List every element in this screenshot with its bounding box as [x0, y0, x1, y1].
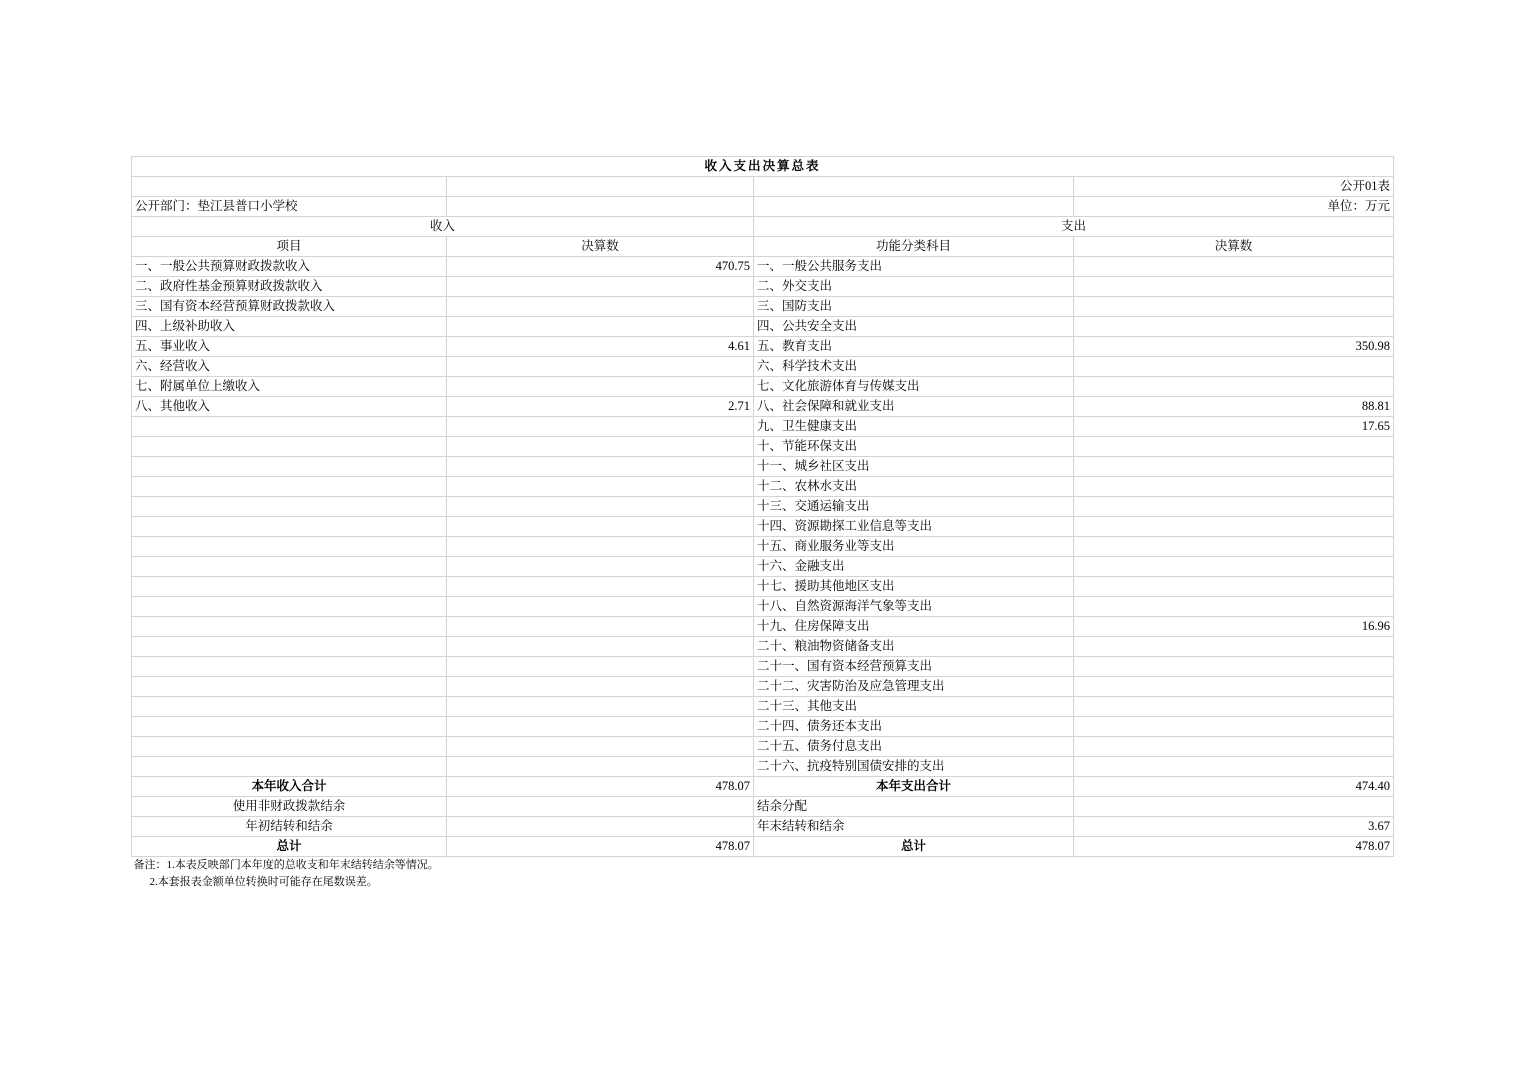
summary-expense-amount: 478.07 — [1074, 837, 1394, 857]
expense-amount-cell: 88.81 — [1074, 397, 1394, 417]
summary-income-amount — [447, 817, 754, 837]
expense-amount-cell — [1074, 257, 1394, 277]
income-amount-cell — [447, 377, 754, 397]
expense-item-cell: 十九、住房保障支出 — [754, 617, 1074, 637]
expense-amount-cell — [1074, 477, 1394, 497]
expense-item-cell: 十、节能环保支出 — [754, 437, 1074, 457]
income-amount-cell: 4.61 — [447, 337, 754, 357]
summary-row — [132, 797, 1394, 817]
summary-expense-amount: 474.40 — [1074, 777, 1394, 797]
table-row — [132, 637, 1394, 657]
income-amount-cell — [447, 277, 754, 297]
income-item-cell — [132, 637, 447, 657]
spacer-cell-a — [132, 177, 447, 197]
income-item-cell — [132, 417, 447, 437]
expense-amount-cell: 17.65 — [1074, 417, 1394, 437]
unit-label: 单位：万元 — [1074, 197, 1394, 217]
income-item-cell: 二、政府性基金预算财政拨款收入 — [132, 277, 447, 297]
table-row — [132, 757, 1394, 777]
expense-item-cell: 十二、农林水支出 — [754, 477, 1074, 497]
expense-amount-cell — [1074, 677, 1394, 697]
expense-amount-cell — [1074, 717, 1394, 737]
expense-item-cell: 二、外交支出 — [754, 277, 1074, 297]
department-label: 公开部门：垫江县普口小学校 — [132, 197, 447, 217]
expense-item-cell: 七、文化旅游体育与传媒支出 — [754, 377, 1074, 397]
income-item-cell: 六、经营收入 — [132, 357, 447, 377]
expense-amount-cell — [1074, 757, 1394, 777]
income-amount-cell — [447, 757, 754, 777]
income-item-cell — [132, 537, 447, 557]
table-row — [132, 497, 1394, 517]
table-row — [132, 717, 1394, 737]
expense-amount-cell — [1074, 377, 1394, 397]
income-item-cell — [132, 477, 447, 497]
table-body — [132, 257, 1394, 777]
expense-amount-cell — [1074, 437, 1394, 457]
table-row — [132, 397, 1394, 417]
income-item-cell — [132, 597, 447, 617]
table-row — [132, 437, 1394, 457]
summary-expense-label: 年末结转和结余 — [754, 817, 1074, 837]
meta-spacer-b — [447, 197, 754, 217]
expense-amount-cell: 350.98 — [1074, 337, 1394, 357]
expense-item-cell: 二十三、其他支出 — [754, 697, 1074, 717]
expense-item-cell: 二十五、债务付息支出 — [754, 737, 1074, 757]
page-title: 收入支出决算总表 — [132, 157, 1394, 177]
expense-item-cell: 六、科学技术支出 — [754, 357, 1074, 377]
header-income-item: 项目 — [132, 237, 447, 257]
income-amount-cell — [447, 657, 754, 677]
table-row — [132, 537, 1394, 557]
table-row — [132, 737, 1394, 757]
note-row — [132, 857, 1394, 875]
form-code: 公开01表 — [1074, 177, 1394, 197]
income-item-cell — [132, 657, 447, 677]
income-item-cell — [132, 457, 447, 477]
expense-amount-cell — [1074, 297, 1394, 317]
summary-income-label: 年初结转和结余 — [132, 817, 447, 837]
summary-row — [132, 817, 1394, 837]
income-amount-cell — [447, 437, 754, 457]
income-amount-cell — [447, 577, 754, 597]
expense-item-cell: 二十、粮油物资储备支出 — [754, 637, 1074, 657]
expense-item-cell: 一、一般公共服务支出 — [754, 257, 1074, 277]
table-row — [132, 257, 1394, 277]
table-row — [132, 577, 1394, 597]
note-text: 备注：1.本表反映部门本年度的总收支和年末结转结余等情况。 — [133, 859, 439, 872]
summary-income-label: 使用非财政拨款结余 — [132, 797, 447, 817]
header-expense-item: 功能分类科目 — [754, 237, 1074, 257]
note-row — [132, 874, 1394, 891]
section-row — [132, 217, 1394, 237]
income-item-cell — [132, 617, 447, 637]
expense-amount-cell — [1074, 517, 1394, 537]
expense-amount-cell — [1074, 557, 1394, 577]
summary-row — [132, 837, 1394, 857]
income-amount-cell — [447, 517, 754, 537]
table-row — [132, 677, 1394, 697]
summary-income-amount: 478.07 — [447, 777, 754, 797]
expense-item-cell: 十一、城乡社区支出 — [754, 457, 1074, 477]
summary-income-label: 总计 — [132, 837, 447, 857]
income-amount-cell — [447, 677, 754, 697]
expense-amount-cell — [1074, 357, 1394, 377]
meta-row — [132, 197, 1394, 217]
summary-income-label: 本年收入合计 — [132, 777, 447, 797]
expense-item-cell: 十六、金融支出 — [754, 557, 1074, 577]
expense-item-cell: 五、教育支出 — [754, 337, 1074, 357]
expense-amount-cell — [1074, 737, 1394, 757]
table-row — [132, 517, 1394, 537]
summary-expense-label: 本年支出合计 — [754, 777, 1074, 797]
table-row — [132, 377, 1394, 397]
expense-amount-cell — [1074, 597, 1394, 617]
table-row — [132, 617, 1394, 637]
spacer-cell-b — [447, 177, 754, 197]
income-item-cell: 三、国有资本经营预算财政拨款收入 — [132, 297, 447, 317]
table-row — [132, 657, 1394, 677]
income-item-cell: 一、一般公共预算财政拨款收入 — [132, 257, 447, 277]
income-amount-cell — [447, 317, 754, 337]
table-row — [132, 337, 1394, 357]
summary-income-amount: 478.07 — [447, 837, 754, 857]
expense-amount-cell — [1074, 317, 1394, 337]
table-row — [132, 357, 1394, 377]
expense-amount-cell — [1074, 537, 1394, 557]
income-item-cell: 四、上级补助收入 — [132, 317, 447, 337]
income-amount-cell — [447, 597, 754, 617]
expense-item-cell: 四、公共安全支出 — [754, 317, 1074, 337]
section-income: 收入 — [132, 217, 754, 237]
table-row — [132, 597, 1394, 617]
header-income-amount: 决算数 — [447, 237, 754, 257]
income-amount-cell — [447, 557, 754, 577]
income-item-cell — [132, 677, 447, 697]
header-expense-amount: 决算数 — [1074, 237, 1394, 257]
income-item-cell — [132, 437, 447, 457]
title-row — [132, 157, 1394, 177]
expense-item-cell: 十八、自然资源海洋气象等支出 — [754, 597, 1074, 617]
table-row — [132, 477, 1394, 497]
summary-expense-label: 总计 — [754, 837, 1074, 857]
expense-amount-cell — [1074, 457, 1394, 477]
expense-item-cell: 三、国防支出 — [754, 297, 1074, 317]
summary-expense-label: 结余分配 — [754, 797, 1074, 817]
income-amount-cell: 470.75 — [447, 257, 754, 277]
expense-amount-cell — [1074, 657, 1394, 677]
spacer-cell-c — [754, 177, 1074, 197]
spacer-row — [132, 177, 1394, 197]
expense-item-cell: 二十二、灾害防治及应急管理支出 — [754, 677, 1074, 697]
table-row — [132, 277, 1394, 297]
income-item-cell: 七、附属单位上缴收入 — [132, 377, 447, 397]
table-row — [132, 697, 1394, 717]
expense-amount-cell — [1074, 637, 1394, 657]
income-item-cell — [132, 497, 447, 517]
income-amount-cell: 2.71 — [447, 397, 754, 417]
expense-amount-cell — [1074, 277, 1394, 297]
income-amount-cell — [447, 697, 754, 717]
income-item-cell: 八、其他收入 — [132, 397, 447, 417]
income-item-cell — [132, 577, 447, 597]
income-amount-cell — [447, 457, 754, 477]
expense-item-cell: 二十四、债务还本支出 — [754, 717, 1074, 737]
income-item-cell — [132, 557, 447, 577]
expense-item-cell: 二十六、抗疫特别国债安排的支出 — [754, 757, 1074, 777]
note-text: 2.本套报表金额单位转换时可能存在尾数误差。 — [149, 876, 378, 889]
expense-item-cell: 九、卫生健康支出 — [754, 417, 1074, 437]
income-item-cell — [132, 717, 447, 737]
income-amount-cell — [447, 417, 754, 437]
income-item-cell — [132, 697, 447, 717]
table-row — [132, 297, 1394, 317]
summary-expense-amount — [1074, 797, 1394, 817]
income-amount-cell — [447, 737, 754, 757]
section-expense: 支出 — [754, 217, 1394, 237]
budget-summary-table — [131, 156, 1394, 891]
table-row — [132, 557, 1394, 577]
expense-amount-cell — [1074, 577, 1394, 597]
expense-item-cell: 十四、资源勘探工业信息等支出 — [754, 517, 1074, 537]
expense-item-cell: 十三、交通运输支出 — [754, 497, 1074, 517]
income-item-cell — [132, 757, 447, 777]
income-amount-cell — [447, 357, 754, 377]
income-item-cell: 五、事业收入 — [132, 337, 447, 357]
income-amount-cell — [447, 717, 754, 737]
table-summary — [132, 777, 1394, 857]
income-amount-cell — [447, 617, 754, 637]
column-header-row — [132, 237, 1394, 257]
expense-item-cell: 十七、援助其他地区支出 — [754, 577, 1074, 597]
income-amount-cell — [447, 477, 754, 497]
income-item-cell — [132, 737, 447, 757]
expense-amount-cell — [1074, 697, 1394, 717]
income-amount-cell — [447, 637, 754, 657]
expense-amount-cell — [1074, 497, 1394, 517]
income-item-cell — [132, 517, 447, 537]
income-amount-cell — [447, 537, 754, 557]
meta-spacer-c — [754, 197, 1074, 217]
summary-income-amount — [447, 797, 754, 817]
table-notes — [132, 857, 1394, 892]
table-row — [132, 457, 1394, 477]
summary-row — [132, 777, 1394, 797]
summary-expense-amount: 3.67 — [1074, 817, 1394, 837]
expense-amount-cell: 16.96 — [1074, 617, 1394, 637]
expense-item-cell: 二十一、国有资本经营预算支出 — [754, 657, 1074, 677]
table-row — [132, 417, 1394, 437]
income-amount-cell — [447, 497, 754, 517]
expense-item-cell: 八、社会保障和就业支出 — [754, 397, 1074, 417]
expense-item-cell: 十五、商业服务业等支出 — [754, 537, 1074, 557]
table-row — [132, 317, 1394, 337]
income-amount-cell — [447, 297, 754, 317]
